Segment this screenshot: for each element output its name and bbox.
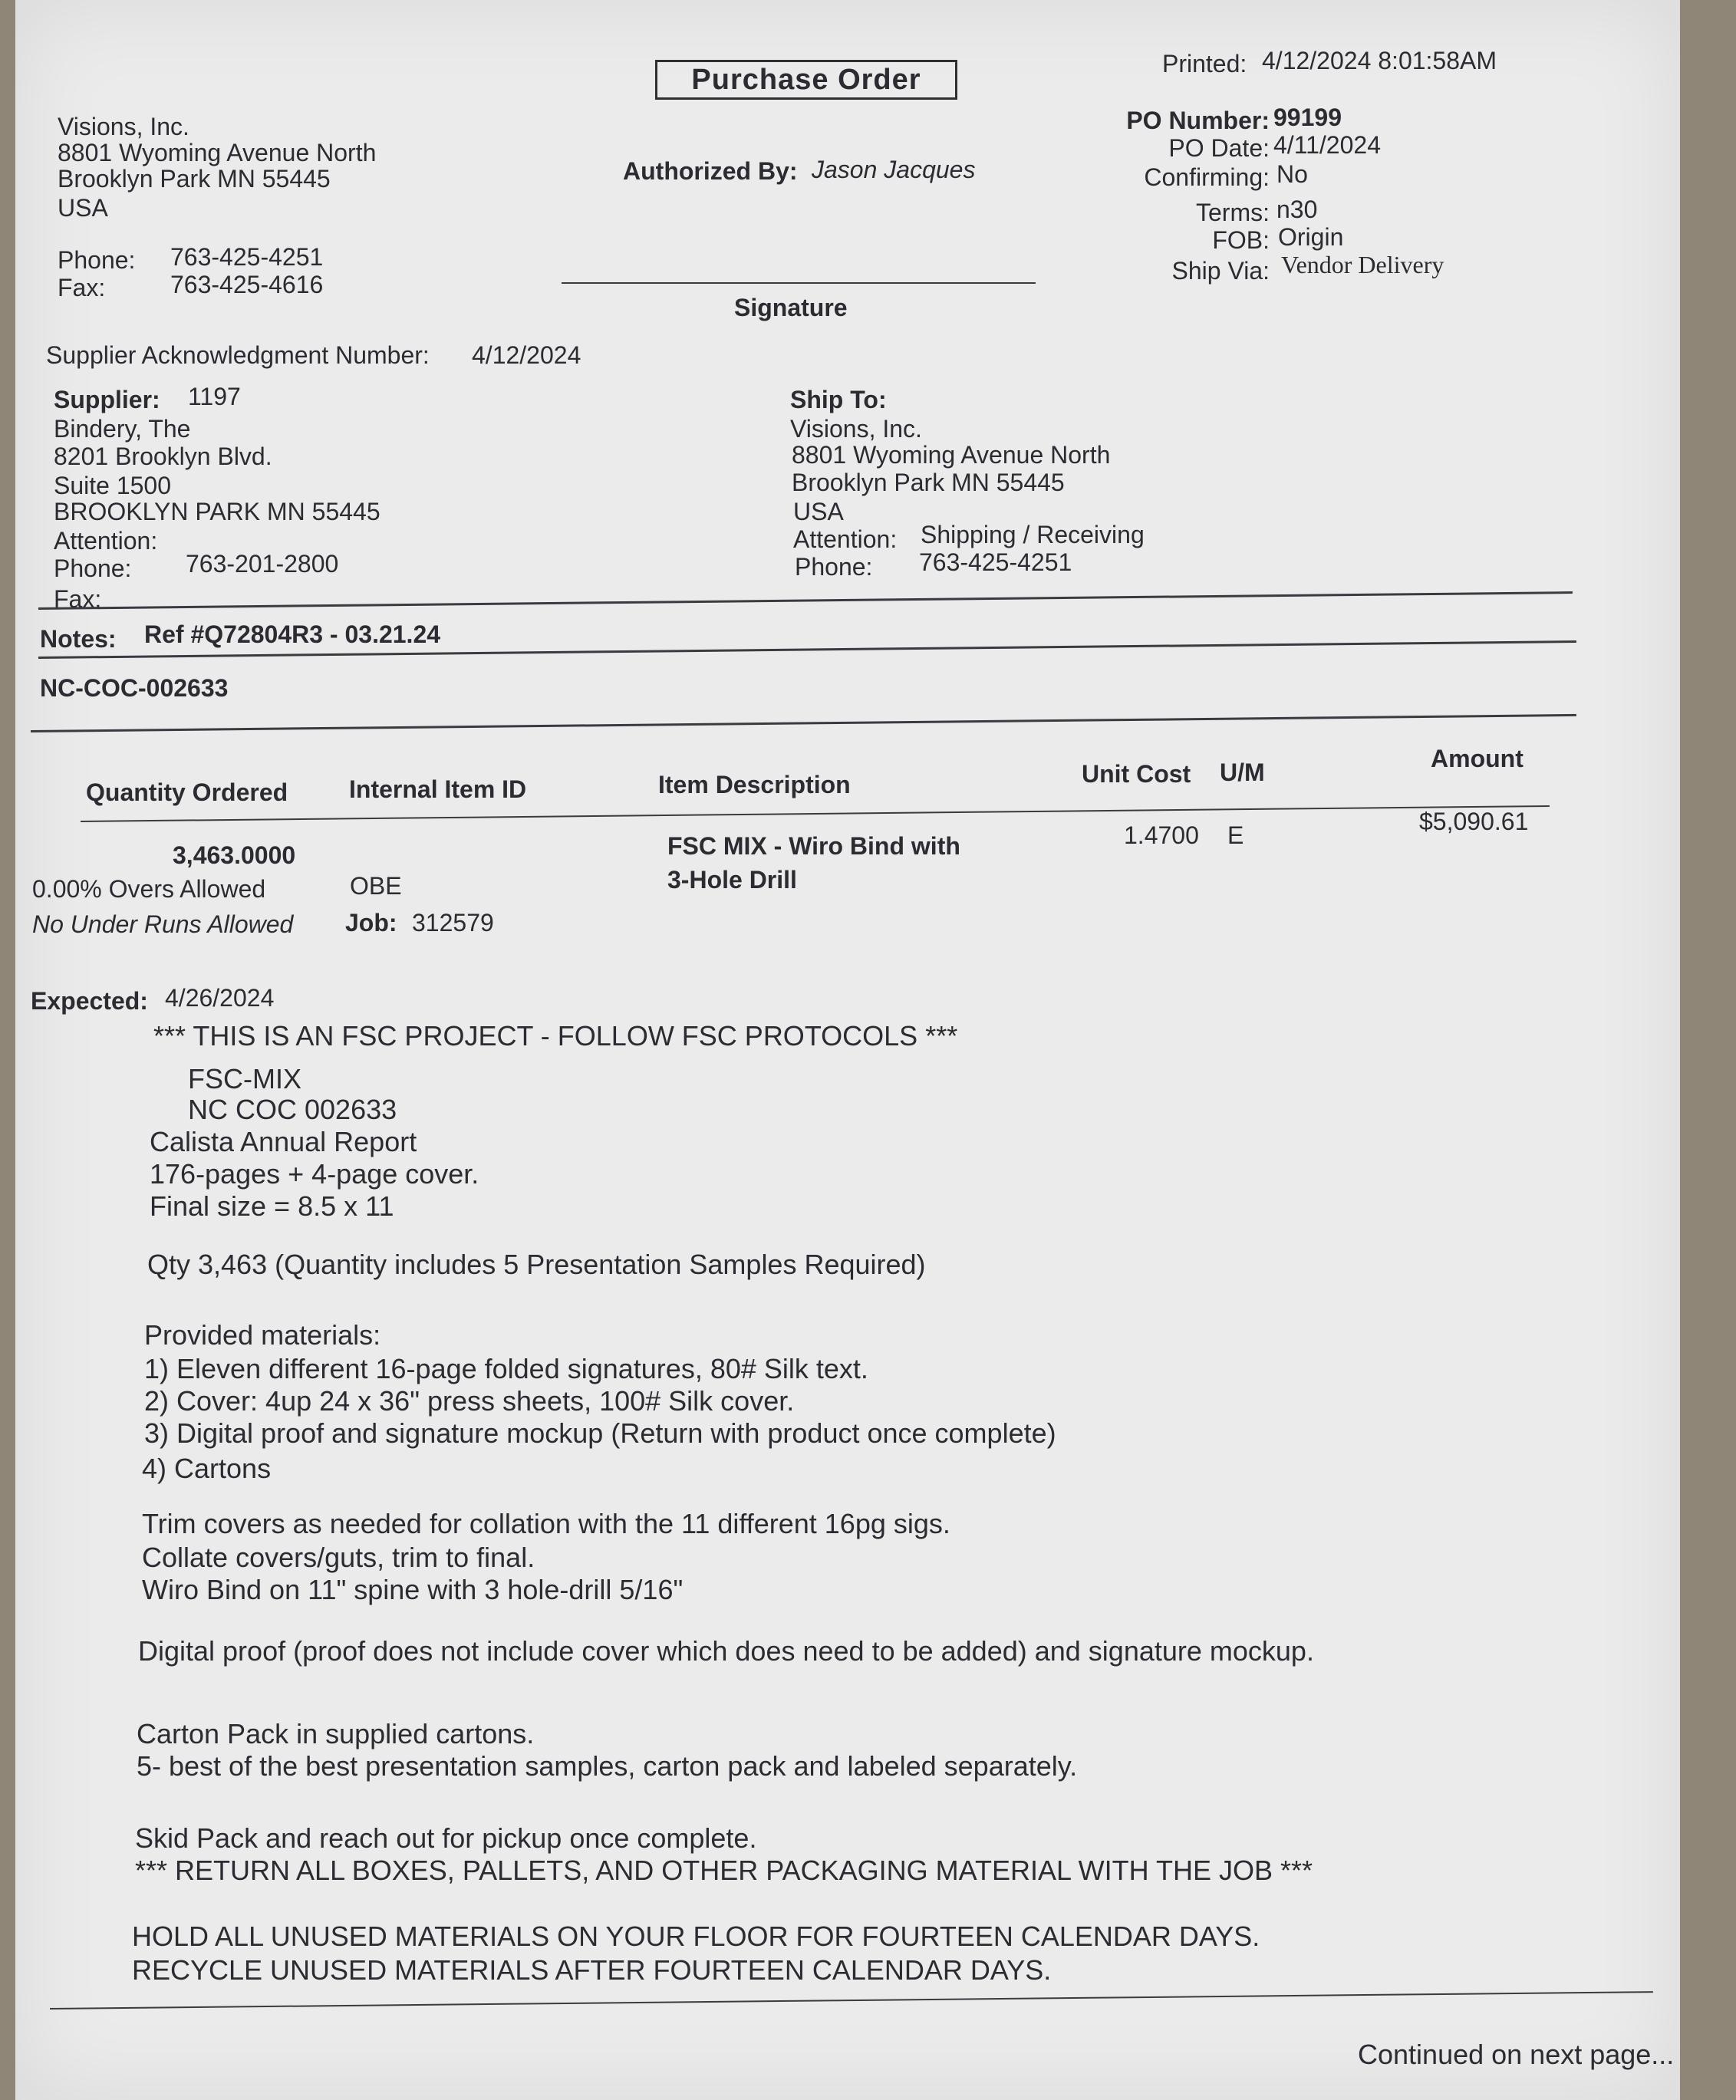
company-phone: 763-425-4251 <box>170 243 324 271</box>
footer-rule <box>50 1991 1653 2009</box>
company-address: 8801 Wyoming Avenue North <box>58 139 377 166</box>
body-line-recycle: RECYCLE UNUSED MATERIALS AFTER FOURTEEN CALENDAR DAYS. <box>132 1954 1052 1986</box>
row-unit-cost: 1.4700 <box>1124 821 1199 849</box>
company-name: Visions, Inc. <box>58 113 189 140</box>
body-line-collate: Collate covers/guts, trim to final. <box>142 1542 535 1573</box>
po-number: 99199 <box>1273 104 1342 131</box>
expected-label: Expected: <box>31 987 148 1015</box>
row-amount: $5,090.61 <box>1419 808 1529 835</box>
body-line-material-3: 3) Digital proof and signature mockup (Return with product once complete) <box>144 1417 1056 1449</box>
printed-label: Printed: <box>1162 50 1247 77</box>
po-date-label: PO Date: <box>1168 134 1270 162</box>
company-city-state-zip: Brooklyn Park MN 55445 <box>58 165 331 193</box>
ship-to-country: USA <box>793 498 844 525</box>
continued-on-next-page: Continued on next page... <box>1358 2039 1675 2070</box>
notes-line2: NC-COC-002633 <box>40 674 229 702</box>
supplier-phone-label: Phone: <box>54 555 132 582</box>
ack-value: 4/12/2024 <box>472 341 581 369</box>
col-item-description: Item Description <box>658 771 851 798</box>
ship-to-name: Visions, Inc. <box>790 415 922 443</box>
col-internal-item-id: Internal Item ID <box>349 775 527 803</box>
body-line-material-4: 4) Cartons <box>142 1453 272 1484</box>
col-quantity-ordered: Quantity Ordered <box>86 778 288 806</box>
col-um: U/M <box>1220 759 1265 786</box>
body-line-wiro: Wiro Bind on 11" spine with 3 hole-drill 5/16" <box>142 1574 684 1605</box>
supplier-id: 1197 <box>188 383 241 410</box>
ship-to-phone: 763-425-4251 <box>919 548 1072 576</box>
po-date: 4/11/2024 <box>1273 131 1381 159</box>
body-line-qty: Qty 3,463 (Quantity includes 5 Presentation Samples Required) <box>147 1249 926 1280</box>
body-line-material-2: 2) Cover: 4up 24 x 36" press sheets, 100# Silk cover. <box>144 1385 795 1417</box>
authorized-by-value: Jason Jacques <box>812 156 976 183</box>
row-internal-id: OBE <box>350 872 402 900</box>
ship-to-phone-label: Phone: <box>795 553 873 581</box>
supplier-name: Bindery, The <box>54 415 191 443</box>
company-fax: 763-425-4616 <box>170 271 324 298</box>
notes-top-rule <box>38 591 1573 610</box>
ship-to-attention-label: Attention: <box>793 525 898 553</box>
ship-via-value: Vendor Delivery <box>1281 251 1444 278</box>
notes-label: Notes: <box>40 625 117 653</box>
body-line-fsc-mix: FSC-MIX <box>188 1063 301 1094</box>
body-line-return: *** RETURN ALL BOXES, PALLETS, AND OTHER PACKAGING MATERIAL WITH THE JOB *** <box>135 1855 1313 1886</box>
ship-to-address1: 8801 Wyoming Avenue North <box>792 441 1111 469</box>
col-unit-cost: Unit Cost <box>1082 760 1191 788</box>
supplier-attention-label: Attention: <box>54 527 158 555</box>
body-line-carton-pack: Carton Pack in supplied cartons. <box>137 1718 535 1749</box>
supplier-address1: 8201 Brooklyn Blvd. <box>54 443 272 470</box>
ship-to-attention: Shipping / Receiving <box>921 521 1145 548</box>
ship-to-city-state-zip: Brooklyn Park MN 55445 <box>792 469 1065 496</box>
expected-value: 4/26/2024 <box>165 984 275 1012</box>
row-um: E <box>1227 821 1244 849</box>
row-overs: 0.00% Overs Allowed <box>32 875 266 903</box>
purchase-order-page <box>15 0 1680 2100</box>
fob-value: Origin <box>1278 223 1344 251</box>
notes-bottom-rule <box>31 714 1576 732</box>
body-line-digital-proof: Digital proof (proof does not include cover which does need to be added) and signature mockup. <box>138 1635 1314 1667</box>
printed-value: 4/12/2024 8:01:58AM <box>1262 47 1497 74</box>
company-phone-label: Phone: <box>58 246 136 274</box>
supplier-label: Supplier: <box>54 386 160 413</box>
body-line-final-size: Final size = 8.5 x 11 <box>150 1190 394 1222</box>
authorized-by-label: Authorized By: <box>623 157 798 185</box>
confirming-label: Confirming: <box>1144 163 1270 191</box>
body-line-hold: HOLD ALL UNUSED MATERIALS ON YOUR FLOOR FOR FOURTEEN CALENDAR DAYS. <box>132 1921 1260 1952</box>
supplier-address2: Suite 1500 <box>54 472 172 499</box>
fob-label: FOB: <box>1212 226 1270 254</box>
row-under-runs: No Under Runs Allowed <box>32 910 294 938</box>
body-line-skid-pack: Skid Pack and reach out for pickup once complete. <box>135 1822 757 1854</box>
supplier-city-state-zip: BROOKLYN PARK MN 55445 <box>54 498 380 525</box>
ship-to-label: Ship To: <box>790 386 887 413</box>
supplier-fax-label: Fax: <box>54 585 102 613</box>
ship-via-label: Ship Via: <box>1171 257 1270 285</box>
body-line-pages: 176-pages + 4-page cover. <box>150 1158 479 1190</box>
company-fax-label: Fax: <box>58 274 106 301</box>
ack-label: Supplier Acknowledgment Number: <box>46 341 430 369</box>
row-job-label: Job: <box>345 909 397 936</box>
confirming-value: No <box>1276 160 1308 188</box>
body-line-fsc-project: *** THIS IS AN FSC PROJECT - FOLLOW FSC PROTOCOLS *** <box>153 1020 958 1052</box>
col-amount: Amount <box>1431 745 1524 772</box>
body-line-report-name: Calista Annual Report <box>150 1126 417 1157</box>
terms-value: n30 <box>1276 196 1318 223</box>
company-country: USA <box>58 194 108 222</box>
body-line-trim: Trim covers as needed for collation with the 11 different 16pg sigs. <box>142 1508 950 1539</box>
body-line-samples: 5- best of the best presentation samples, carton pack and labeled separately. <box>137 1750 1078 1782</box>
row-qty: 3,463.0000 <box>173 841 296 869</box>
signature-label: Signature <box>734 294 848 321</box>
terms-label: Terms: <box>1196 199 1270 226</box>
supplier-phone: 763-201-2800 <box>186 550 339 578</box>
row-desc-line2: 3-Hole Drill <box>667 866 797 894</box>
row-desc-line1: FSC MIX - Wiro Bind with <box>667 832 960 860</box>
po-number-label: PO Number: <box>1126 107 1270 134</box>
row-job: 312579 <box>412 909 494 936</box>
table-header-rule <box>81 805 1550 822</box>
notes-line1: Ref #Q72804R3 - 03.21.24 <box>144 620 441 648</box>
body-line-provided: Provided materials: <box>144 1319 381 1351</box>
body-line-material-1: 1) Eleven different 16-page folded signatures, 80# Silk text. <box>144 1353 868 1384</box>
body-line-nc-coc: NC COC 002633 <box>188 1094 397 1125</box>
document-title: Purchase Order <box>655 60 957 100</box>
